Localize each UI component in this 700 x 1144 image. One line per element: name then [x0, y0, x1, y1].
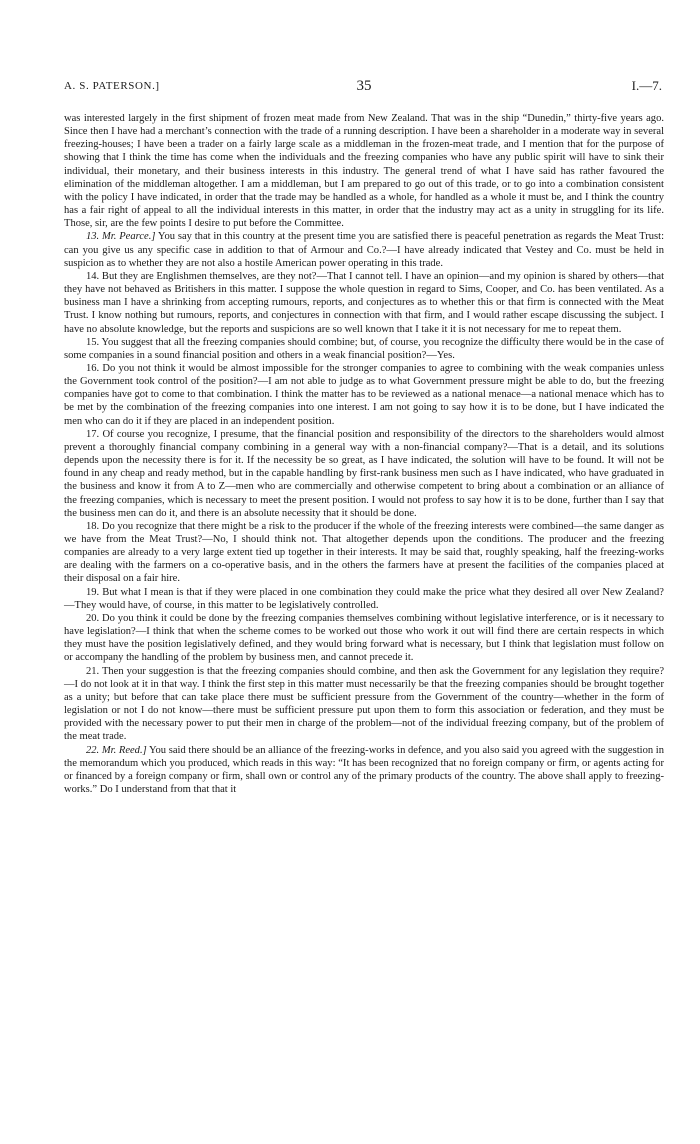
- question-17: 17. Of course you recognize, I presume, that the financial position and responsibility of the directors to the shareholders would almost prevent a thoroughly financial company combining in a general way with a non-financial company?—That is a detail, and its solutions depends upon the necessity there is for it. If the necessity be so great, as I have indicated, the solution will have to be found. It will not be found in any cheap and ready method, but in the capable handling by first-rank business men such as I have indicated, who have graduated in the business and know it from A to Z—men who are commercially and otherwise competent to bring about a combination or an alliance of the freezing companies, which is necessary to meet the present position. I would not profess to say how it is to be done, further than I say that the business men can do it, and there is an absolute necessity that it should be done.: [64, 428, 664, 519]
- question-15: 15. You suggest that all the freezing companies should combine; but, of course, you recognize the difficulty there would be in the case of some companies in a sound financial position and others in a weak financial position?—Yes.: [64, 336, 664, 361]
- question-22: 22. Mr. Reed.] You said there should be an alliance of the freezing-works in defence, and you also said you agreed with the suggestion in the memorandum which you produced, which reads in this way: “It has been recognized that no foreign company or firm, or agents acting for or financed by a foreign company or firm, shall own or control any of the primary products of the country. The above shall apply to freezing-works.” Do I understand from that that it: [64, 744, 664, 795]
- running-header: [64, 78, 664, 98]
- witness-name: A. S. PATERSON.]: [64, 80, 160, 92]
- question-13: 13. Mr. Pearce.] You say that in this country at the present time you are satisfied there is peaceful penetration as regards the Meat Trust: can you give us any specific case in addition to that of Armour and Co.?—I have already indicated that Vestey and Co. must be held in suspicion as to whether they are not also a hostile American power operating in this trade.: [64, 231, 664, 269]
- paragraph-continued: was interested largely in the first shipment of frozen meat made from New Zealand. That was in the ship “Dunedin,” thirty-five years ago. Since then I have had a merchant’s connection with the trade of a running description. I have been a shareholder in a moderate way in several freezing-houses; I have been a trader on a fairly large scale as a middleman in the frozen-meat trade, and I mention that for the purpose of showing that I think the time has come when the individuals and the freezing companies who have any public spirit will have to sink their individual, their monetary, and their business interests in this industry. The general trend of what I have said has rather favoured the elimination of the middleman altogether. I am a middleman, but I am prepared to go out of this trade, or to go into a combination consistent with the policy I have indicated, in order that the trade may be handled as a whole, for handled as a whole it must be, and I think the country has a fair right of appeal to all the individual interests in this matter, in order that the industry may act as a unity in struggling for its life. Those, sir, are the few points I desire to put before the Committee.: [64, 113, 664, 230]
- section-ref: I.—7.: [631, 78, 662, 93]
- question-20: 20. Do you think it could be done by the freezing companies themselves combining without legislative interference, or is it necessary to have legislation?—I think that when the scheme comes to be worked out those who work it out will find there are certain respects in which they must have the position legislatively defined, and they would bring forward what is necessary, but I think that legislation must follow on or accompany the handling of the problem by business men, and cannot precede it.: [64, 612, 664, 664]
- body-text: [64, 112, 664, 796]
- page-number: 35: [356, 78, 372, 94]
- question-19: 19. But what I mean is that if they were placed in one combination they could make the price what they desired all over New Zealand?—They would have, of course, in this matter to be legislatively controlled.: [64, 586, 664, 611]
- question-14: 14. But they are Englishmen themselves, are they not?—That I cannot tell. I have an opinion—and my opinion is shared by others—that they have not behaved as Britishers in this matter. I suppose the whole question in regard to Sims, Cooper, and Co. has been ventilated. As a business man I have a shrinking from accepting rumours, reports, and conjectures as to whether this or that firm is connected with the Meat Trust. I know nothing but rumours, reports, and conjectures in connection with that firm, and I would rather escape discussing the subject. I have no absolute knowledge, but the reports and suspicions are so well known that I take it it is not necessary for me to repeat them.: [64, 270, 664, 335]
- question-18: 18. Do you recognize that there might be a risk to the producer if the whole of the freezing interests were combined—the same danger as we have from the Meat Trust?—No, I should think not. That altogether depends upon the conditions. The producer and the freezing companies are already to a very large extent tied up together in their interests. It may be said that, roughly speaking, half the freezing-works are dealing with the farmers on a co-operative basis, and in the others the farmers have at present the facilities of the companies placed at their disposal on a fair hire.: [64, 520, 664, 585]
- speaker-label: 13. Mr. Pearce.]: [86, 231, 156, 243]
- question-16: 16. Do you not think it would be almost impossible for the stronger companies to agree to combining with the weak companies unless the Government took control of the position?—I am not able to judge as to what Government pressure might be able to do, but the freezing companies have got to come to that combination. I think the matter has to be reviewed as a national menace—a national menace which has to be met by the combination of the freezing companies into one interest. I am not going to say how it is to be done, but I have indicated the men who can do it if they are placed in an independent position.: [64, 362, 664, 427]
- speaker-label: 22. Mr. Reed.]: [86, 744, 147, 756]
- question-21: 21. Then your suggestion is that the freezing companies should combine, and then ask the Government for any legislation they require?—I do not look at it in that way. I think the first step in this matter must necessarily be that the freezing companies should be brought together as a unity; but before that can take place there must be sufficient pressure from the Government of the country—whether in the form of legislation or not I do not know—there must be sufficient pressure put upon them to form this association or federation, and they must be provided with the necessary power to put their men in charge of the problem—not of the individual freezing company, but of the problem of the meat trade.: [64, 665, 664, 743]
